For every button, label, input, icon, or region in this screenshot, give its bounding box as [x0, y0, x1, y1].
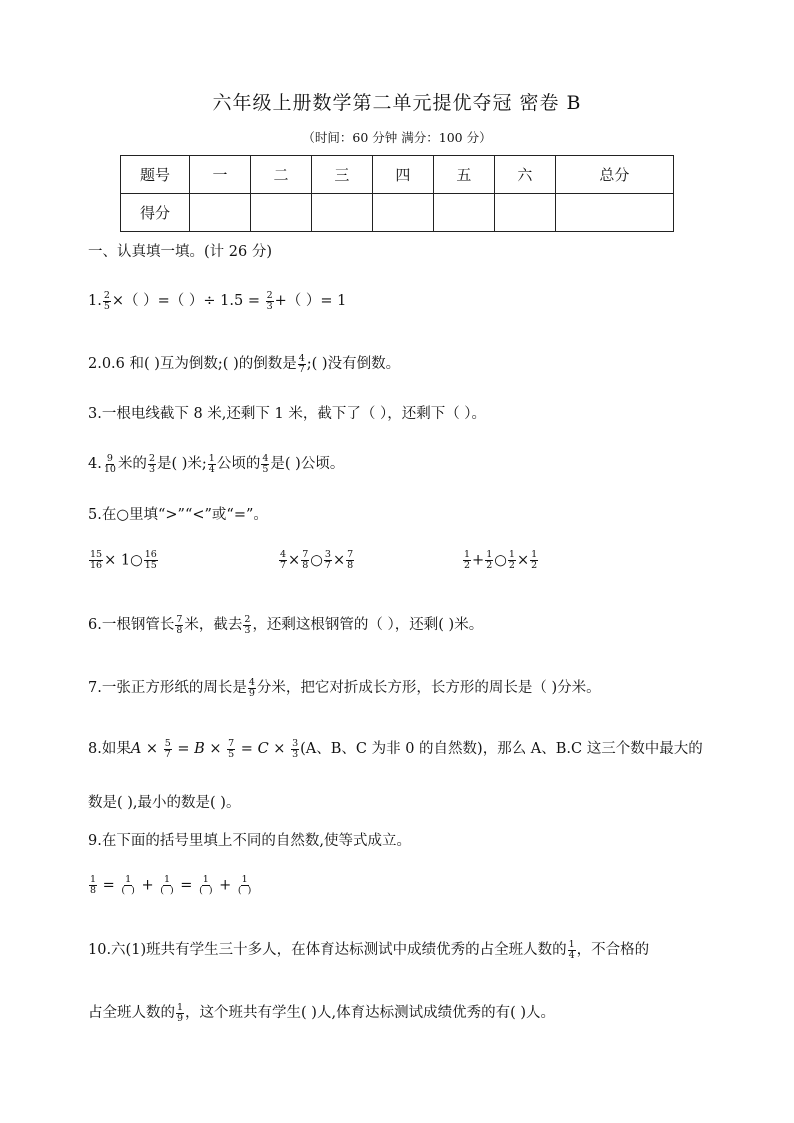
fraction-blank: $\frac{1}{( )}$ [121, 874, 135, 896]
question-8: 8.如果A × $\frac{5}{7}$ = B × $\frac{7}{5}$ = C × $\frac{3}{3}$ (A、B、C 为非 0 的自然数)，那么 A、B.C 这三个数中最大的 [88, 737, 703, 760]
q9-equation: $\frac{1}{8}$ = $\frac{1}{( )}$ + $\frac{1}{( )}$ = $\frac{1}{( )}$ + $\frac{1}{( )}$ [90, 874, 252, 896]
q1-text-a: ×（ ）=（ ）÷ 1.5 = [111, 293, 260, 309]
q4-prefix: 4. [88, 456, 102, 472]
question-10-line2 [88, 1001, 555, 1024]
fraction: $\frac{2}{3}$ [148, 452, 155, 475]
score-input-cell[interactable] [555, 194, 673, 232]
q4-text-a: 米的 [117, 456, 147, 472]
score-input-cell[interactable] [250, 194, 311, 232]
exam-info: （时间：60 分钟 满分：100 分） [302, 130, 492, 145]
question-5: 5.在○里填“>”“<”或“=”。 [88, 507, 268, 523]
q8-text-b: (A、B、C 为非 0 的自然数)，那么 A、B.C 这三个数中最大的 [300, 741, 703, 757]
q6-text-b: 米，截去 [184, 617, 243, 633]
fraction: $\frac{2}{3}$ [244, 613, 251, 636]
score-input-cell[interactable] [494, 194, 555, 232]
q10-text-c: 占全班人数的 [88, 1005, 175, 1021]
q4-text-b: 是( )米; [156, 456, 207, 472]
table-cell: 五 [433, 156, 494, 194]
fraction: $\frac{1}{2}$ [464, 549, 471, 571]
compare-op: × [288, 552, 301, 569]
question-10 [88, 938, 649, 961]
compare-op: × [332, 552, 346, 569]
question-9: 9.在下面的括号里填上不同的自然数,使等式成立。 [88, 833, 411, 849]
compare-op: × 1○ [104, 552, 143, 569]
fraction: $\frac{3}{3}$ [292, 737, 299, 760]
table-cell: 六 [494, 156, 555, 194]
score-table [120, 155, 674, 232]
question-8-line2: 数是( ),最小的数是( )。 [88, 795, 241, 811]
fraction: $\frac{15}{16}$ [90, 549, 103, 571]
q2-text-a: 2.0.6 和( )互为倒数;( )的倒数是 [88, 356, 297, 372]
fraction: $\frac{1}{8}$ [90, 874, 97, 896]
fraction-blank: $\frac{1}{( )}$ [199, 874, 213, 896]
fraction: $\frac{4}{5}$ [262, 452, 269, 475]
q1-prefix: 1. [88, 293, 102, 309]
fraction: $\frac{9}{10}$ [103, 452, 116, 475]
q6-text-a: 6.一根钢管长 [88, 617, 175, 633]
fraction-blank: $\frac{1}{( )}$ [237, 874, 252, 896]
score-input-cell[interactable] [311, 194, 372, 232]
table-cell: 四 [372, 156, 433, 194]
q10-text-d: ，这个班共有学生( )人,体育达标测试成绩优秀的有( )人。 [185, 1005, 556, 1021]
compare-op: × [516, 552, 530, 569]
fraction: $\frac{3}{7}$ [324, 549, 331, 571]
fraction: $\frac{1}{9}$ [177, 1001, 184, 1024]
q4-text-c: 公顷的 [216, 456, 261, 472]
table-cell: 一 [190, 156, 251, 194]
question-6 [88, 613, 483, 636]
q7-text-a: 7.一张正方形纸的周长是 [88, 680, 247, 696]
compare-op: ○ [494, 552, 507, 569]
score-input-cell[interactable] [433, 194, 494, 232]
fraction: $\frac{1}{2}$ [486, 549, 493, 571]
table-row [121, 194, 674, 232]
q1-text-b: +（ ）= 1 [274, 293, 347, 309]
var-c: C [257, 741, 269, 757]
table-row [121, 156, 674, 194]
fraction: $\frac{16}{15}$ [144, 549, 157, 571]
compare-item-1 [88, 550, 159, 571]
fraction: $\frac{1}{2}$ [508, 549, 515, 571]
q8-text-a: 8.如果 [88, 741, 131, 757]
compare-op: + [472, 552, 485, 569]
compare-item-2 [278, 550, 355, 571]
question-2 [88, 352, 400, 375]
score-input-cell[interactable] [372, 194, 433, 232]
table-cell: 三 [311, 156, 372, 194]
q6-text-c: ，还剩这根钢管的（ ），还剩( )米。 [252, 617, 484, 633]
section-heading: 一、认真填一填。(计 26 分) [88, 244, 272, 260]
var-a: A [130, 741, 142, 757]
q10-text-b: ，不合格的 [576, 942, 650, 958]
fraction: $\frac{7}{8}$ [176, 613, 183, 636]
fraction: $\frac{1}{2}$ [531, 549, 538, 571]
table-cell: 得分 [121, 194, 190, 232]
q10-text-a: 10.六(1)班共有学生三十多人，在体育达标测试中成绩优秀的占全班人数的 [88, 942, 567, 958]
fraction: $\frac{4}{7}$ [298, 352, 305, 375]
fraction: $\frac{5}{7}$ [164, 737, 171, 760]
question-4 [88, 452, 344, 475]
question-7 [88, 676, 601, 699]
fraction-blank: $\frac{1}{( )}$ [160, 874, 174, 896]
question-1 [88, 289, 346, 312]
table-cell: 题号 [121, 156, 190, 194]
fraction: $\frac{1}{4}$ [568, 938, 575, 961]
compare-item-3 [462, 550, 539, 571]
q2-text-b: ;( )没有倒数。 [306, 356, 401, 372]
fraction: $\frac{2}{5}$ [103, 289, 110, 312]
table-cell: 二 [250, 156, 311, 194]
fraction: $\frac{4}{7}$ [280, 549, 287, 571]
fraction: $\frac{2}{3}$ [266, 289, 273, 312]
q7-text-b: 分米，把它对折成长方形，长方形的周长是（ )分米。 [256, 680, 601, 696]
page-title: 六年级上册数学第二单元提优夺冠 密卷 B [212, 92, 582, 114]
fraction: $\frac{1}{4}$ [208, 452, 215, 475]
fraction: $\frac{7}{8}$ [302, 549, 309, 571]
compare-op: ○ [310, 552, 323, 569]
var-b: B [194, 741, 205, 757]
fraction: $\frac{7}{8}$ [347, 549, 354, 571]
question-3: 3.一根电线截下 8 米,还剩下 1 米，截下了（ ），还剩下（ ）。 [88, 406, 487, 422]
table-cell: 总分 [555, 156, 673, 194]
score-input-cell[interactable] [190, 194, 251, 232]
fraction: $\frac{4}{9}$ [248, 676, 255, 699]
fraction: $\frac{7}{5}$ [228, 737, 235, 760]
q4-text-d: 是( )公顷。 [270, 456, 345, 472]
